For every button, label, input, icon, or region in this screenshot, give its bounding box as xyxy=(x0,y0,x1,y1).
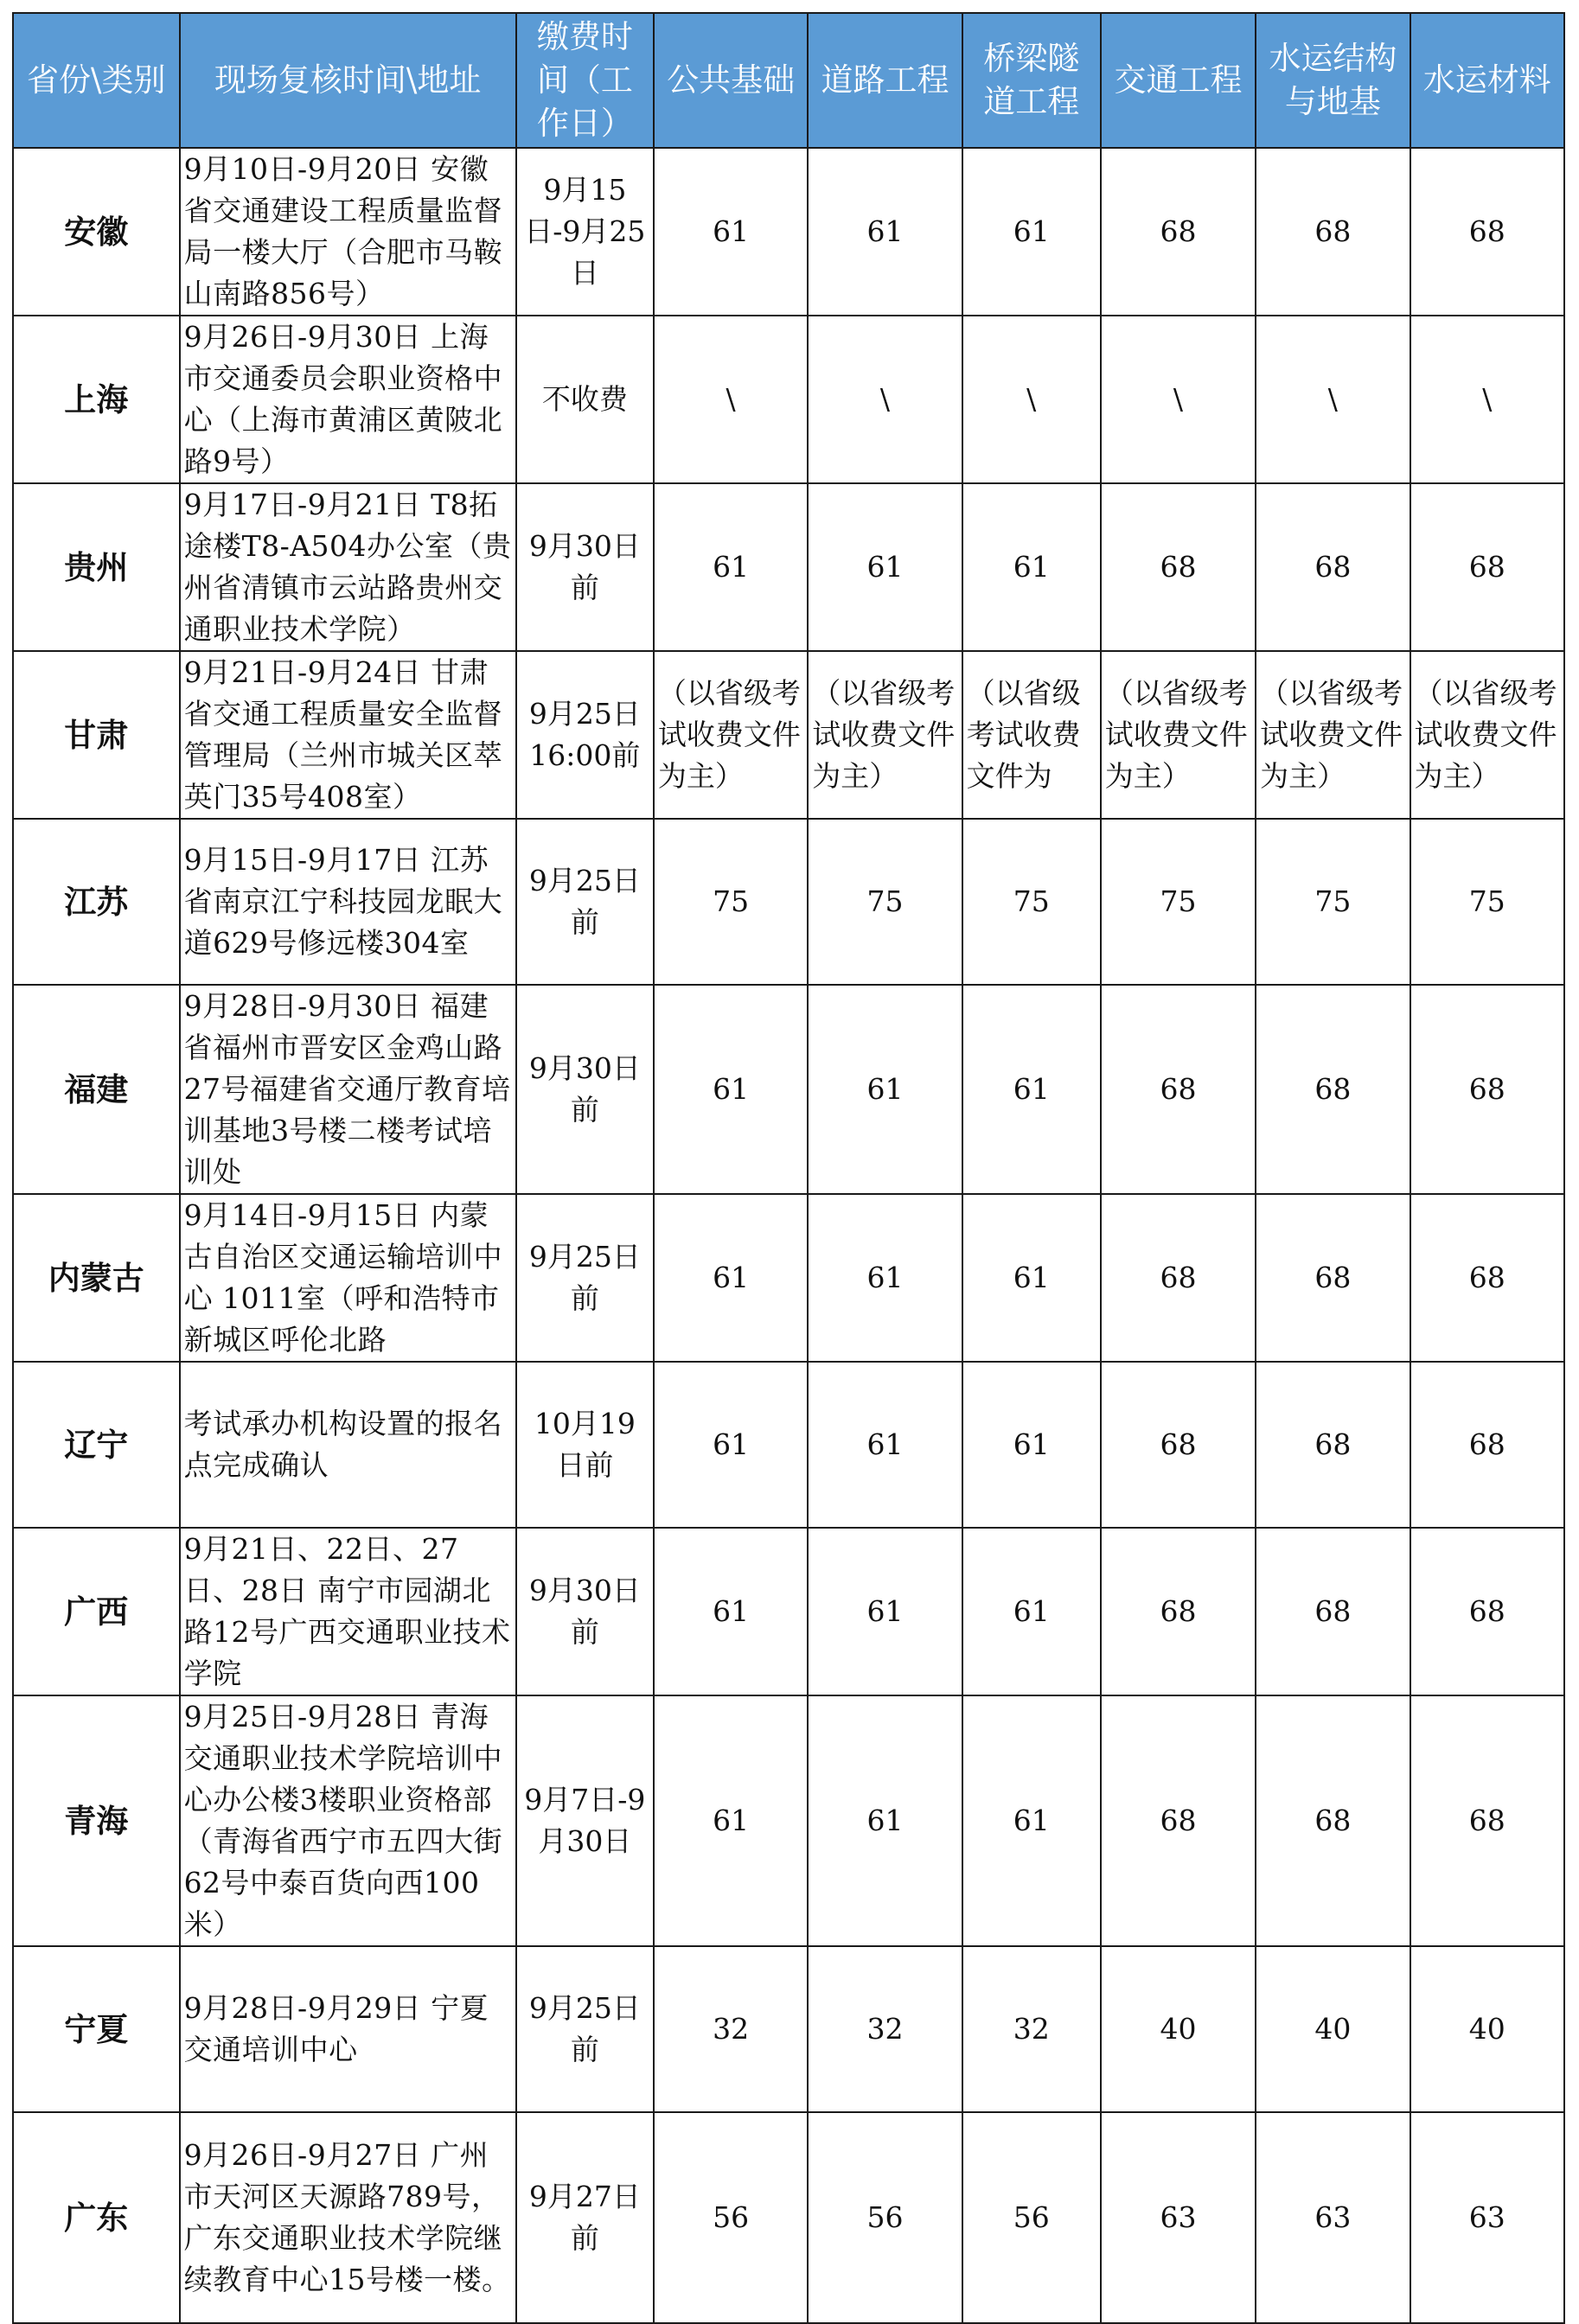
review-cell: 9月26日-9月27日 广州市天河区天源路789号，广东交通职业技术学院继续教育中心15号楼一楼。 xyxy=(180,2112,516,2323)
table-row xyxy=(13,316,1564,483)
fee-bridge-tunnel: 61 xyxy=(962,1194,1101,1362)
header-traffic: 交通工程 xyxy=(1101,13,1256,148)
table-row xyxy=(13,1695,1564,1946)
payment-cell: 9月25日前 xyxy=(516,1194,654,1362)
table-row xyxy=(13,651,1564,819)
header-row xyxy=(13,13,1564,148)
fee-public-basic: 32 xyxy=(654,1946,808,2112)
fee-water-structure: 68 xyxy=(1256,1695,1410,1946)
review-cell: 9月26日-9月30日 上海市交通委员会职业资格中心（上海市黄浦区黄陂北路9号） xyxy=(180,316,516,483)
province-cell: 辽宁 xyxy=(13,1362,180,1528)
fee-road: 61 xyxy=(808,985,962,1194)
fee-road: 32 xyxy=(808,1946,962,2112)
header-payment: 缴费时间（工作日） xyxy=(516,13,654,148)
payment-cell: 9月25日16:00前 xyxy=(516,651,654,819)
province-cell: 上海 xyxy=(13,316,180,483)
review-cell: 9月28日-9月30日 福建省福州市晋安区金鸡山路27号福建省交通厅教育培训基地3号楼二楼考试培训处 xyxy=(180,985,516,1194)
table-row xyxy=(13,819,1564,985)
fee-traffic: 68 xyxy=(1101,1695,1256,1946)
fee-bridge-tunnel: 75 xyxy=(962,819,1101,985)
fee-traffic: 75 xyxy=(1101,819,1256,985)
fee-water-structure: （以省级考试收费文件为主） xyxy=(1256,651,1410,819)
province-cell: 内蒙古 xyxy=(13,1194,180,1362)
review-cell: 9月28日-9月29日 宁夏交通培训中心 xyxy=(180,1946,516,2112)
fee-traffic: \ xyxy=(1101,316,1256,483)
fee-public-basic: 56 xyxy=(654,2112,808,2323)
fee-traffic: 68 xyxy=(1101,1528,1256,1695)
payment-cell: 9月30日前 xyxy=(516,985,654,1194)
fee-traffic: 68 xyxy=(1101,1362,1256,1528)
payment-cell: 9月30日前 xyxy=(516,483,654,651)
fee-water-material: 68 xyxy=(1410,1362,1564,1528)
fee-water-material: 40 xyxy=(1410,1946,1564,2112)
table-row xyxy=(13,985,1564,1194)
fee-water-structure: 68 xyxy=(1256,1194,1410,1362)
fee-water-structure: 40 xyxy=(1256,1946,1410,2112)
province-cell: 宁夏 xyxy=(13,1946,180,2112)
fee-water-material: 68 xyxy=(1410,483,1564,651)
table-row xyxy=(13,1362,1564,1528)
payment-cell: 9月15日-9月25日 xyxy=(516,148,654,316)
fee-road: 61 xyxy=(808,148,962,316)
payment-cell: 9月27日前 xyxy=(516,2112,654,2323)
fee-public-basic: 61 xyxy=(654,148,808,316)
review-cell: 9月25日-9月28日 青海交通职业技术学院培训中心办公楼3楼职业资格部（青海省西宁市五四大街62号中泰百货向西100米） xyxy=(180,1695,516,1946)
fee-water-material: 68 xyxy=(1410,1194,1564,1362)
fee-public-basic: （以省级考试收费文件为主） xyxy=(654,651,808,819)
fee-road: 61 xyxy=(808,1695,962,1946)
fee-water-structure: 68 xyxy=(1256,985,1410,1194)
fee-road: 75 xyxy=(808,819,962,985)
fee-water-material: 68 xyxy=(1410,985,1564,1194)
fee-road: 61 xyxy=(808,1194,962,1362)
fee-table xyxy=(12,12,1565,2324)
province-cell: 广西 xyxy=(13,1528,180,1695)
review-cell: 9月15日-9月17日 江苏省南京江宁科技园龙眠大道629号修远楼304室 xyxy=(180,819,516,985)
fee-bridge-tunnel: 61 xyxy=(962,148,1101,316)
fee-water-material: 68 xyxy=(1410,148,1564,316)
province-cell: 江苏 xyxy=(13,819,180,985)
payment-cell: 10月19日前 xyxy=(516,1362,654,1528)
fee-water-structure: 68 xyxy=(1256,148,1410,316)
review-cell: 考试承办机构设置的报名点完成确认 xyxy=(180,1362,516,1528)
fee-road: 61 xyxy=(808,1528,962,1695)
payment-cell: 9月25日前 xyxy=(516,1946,654,2112)
header-bridge-tunnel: 桥梁隧道工程 xyxy=(962,13,1101,148)
fee-traffic: 68 xyxy=(1101,985,1256,1194)
review-cell: 9月14日-9月15日 内蒙古自治区交通运输培训中心 1011室（呼和浩特市新城区呼伦北路 xyxy=(180,1194,516,1362)
payment-cell: 9月25日前 xyxy=(516,819,654,985)
province-cell: 安徽 xyxy=(13,148,180,316)
fee-water-structure: 63 xyxy=(1256,2112,1410,2323)
fee-bridge-tunnel: 61 xyxy=(962,985,1101,1194)
header-water-material: 水运材料 xyxy=(1410,13,1564,148)
fee-traffic: 68 xyxy=(1101,1194,1256,1362)
table-row xyxy=(13,1946,1564,2112)
table-row xyxy=(13,1528,1564,1695)
header-public-basic: 公共基础 xyxy=(654,13,808,148)
payment-cell: 9月7日-9月30日 xyxy=(516,1695,654,1946)
fee-public-basic: 61 xyxy=(654,1528,808,1695)
fee-bridge-tunnel: 61 xyxy=(962,1528,1101,1695)
fee-bridge-tunnel: 61 xyxy=(962,1695,1101,1946)
fee-road: 61 xyxy=(808,1362,962,1528)
fee-bridge-tunnel: 61 xyxy=(962,483,1101,651)
fee-water-structure: 75 xyxy=(1256,819,1410,985)
table-row xyxy=(13,148,1564,316)
header-review: 现场复核时间\地址 xyxy=(180,13,516,148)
fee-traffic: 68 xyxy=(1101,483,1256,651)
fee-water-material: 68 xyxy=(1410,1528,1564,1695)
fee-water-material: \ xyxy=(1410,316,1564,483)
fee-bridge-tunnel: （以省级考试收费文件为 xyxy=(962,651,1101,819)
fee-traffic: 40 xyxy=(1101,1946,1256,2112)
fee-water-material: （以省级考试收费文件为主） xyxy=(1410,651,1564,819)
fee-bridge-tunnel: 61 xyxy=(962,1362,1101,1528)
fee-traffic: 63 xyxy=(1101,2112,1256,2323)
review-cell: 9月10日-9月20日 安徽省交通建设工程质量监督局一楼大厅（合肥市马鞍山南路856号） xyxy=(180,148,516,316)
fee-public-basic: \ xyxy=(654,316,808,483)
review-cell: 9月21日-9月24日 甘肃省交通工程质量安全监督管理局（兰州市城关区萃英门35号408室） xyxy=(180,651,516,819)
fee-public-basic: 61 xyxy=(654,985,808,1194)
province-cell: 甘肃 xyxy=(13,651,180,819)
payment-cell: 不收费 xyxy=(516,316,654,483)
fee-public-basic: 61 xyxy=(654,483,808,651)
table-row xyxy=(13,1194,1564,1362)
fee-traffic: 68 xyxy=(1101,148,1256,316)
fee-water-material: 75 xyxy=(1410,819,1564,985)
province-cell: 贵州 xyxy=(13,483,180,651)
fee-water-material: 63 xyxy=(1410,2112,1564,2323)
fee-public-basic: 75 xyxy=(654,819,808,985)
fee-road: 56 xyxy=(808,2112,962,2323)
review-cell: 9月21日、22日、27日、28日 南宁市园湖北路12号广西交通职业技术学院 xyxy=(180,1528,516,1695)
province-cell: 青海 xyxy=(13,1695,180,1946)
fee-water-structure: \ xyxy=(1256,316,1410,483)
fee-water-material: 68 xyxy=(1410,1695,1564,1946)
fee-traffic: （以省级考试收费文件为主） xyxy=(1101,651,1256,819)
header-water-structure: 水运结构与地基 xyxy=(1256,13,1410,148)
fee-water-structure: 68 xyxy=(1256,483,1410,651)
fee-bridge-tunnel: 56 xyxy=(962,2112,1101,2323)
header-province: 省份\类别 xyxy=(13,13,180,148)
fee-public-basic: 61 xyxy=(654,1194,808,1362)
table-row xyxy=(13,483,1564,651)
fee-water-structure: 68 xyxy=(1256,1362,1410,1528)
fee-road: 61 xyxy=(808,483,962,651)
header-road: 道路工程 xyxy=(808,13,962,148)
payment-cell: 9月30日前 xyxy=(516,1528,654,1695)
fee-road: \ xyxy=(808,316,962,483)
province-cell: 广东 xyxy=(13,2112,180,2323)
fee-public-basic: 61 xyxy=(654,1695,808,1946)
fee-road: （以省级考试收费文件为主） xyxy=(808,651,962,819)
fee-bridge-tunnel: 32 xyxy=(962,1946,1101,2112)
province-cell: 福建 xyxy=(13,985,180,1194)
fee-public-basic: 61 xyxy=(654,1362,808,1528)
fee-water-structure: 68 xyxy=(1256,1528,1410,1695)
fee-bridge-tunnel: \ xyxy=(962,316,1101,483)
table-row xyxy=(13,2112,1564,2323)
review-cell: 9月17日-9月21日 T8拓途楼T8-A504办公室（贵州省清镇市云站路贵州交通职业技术学院） xyxy=(180,483,516,651)
